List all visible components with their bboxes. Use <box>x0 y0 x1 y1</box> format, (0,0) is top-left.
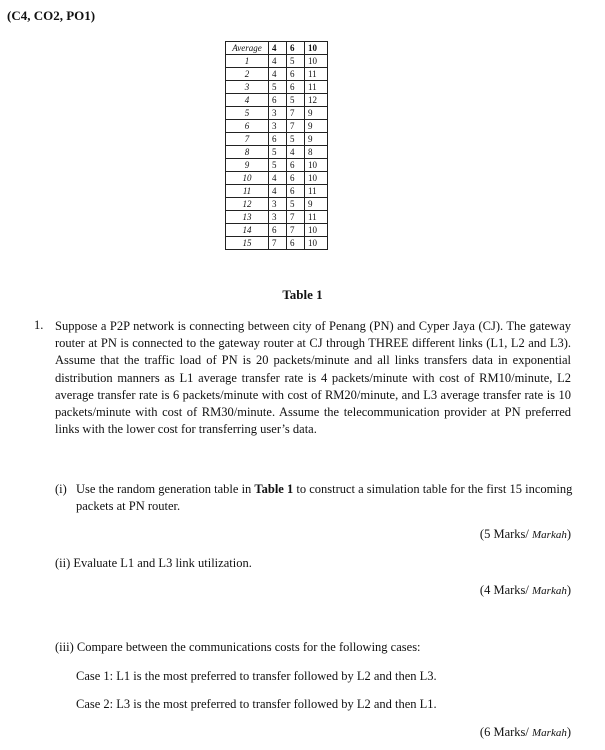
table-cell: 10 <box>305 159 328 172</box>
table-cell: 11 <box>305 81 328 94</box>
table-row <box>226 237 328 250</box>
marks-italic: Markah <box>532 529 567 541</box>
table-row <box>226 185 328 198</box>
table-cell: 2 <box>226 68 269 81</box>
table-cell: 6 <box>287 68 305 81</box>
table-cell: 5 <box>287 133 305 146</box>
table-row <box>226 55 328 68</box>
table-cell: 5 <box>269 81 287 94</box>
table-cell: 5 <box>226 107 269 120</box>
table-cell: 3 <box>269 198 287 211</box>
marks-end: ) <box>566 527 571 541</box>
marks-label: (4 Marks/ <box>479 583 532 597</box>
sub-question-i-bold: Table 1 <box>254 482 294 496</box>
sub-question-ii: (ii) Evaluate L1 and L3 link utilization. <box>55 556 252 570</box>
table-caption: Table 1 <box>282 287 323 302</box>
table-cell: 7 <box>287 120 305 133</box>
sub-question-i <box>55 481 573 515</box>
table-cell: 4 <box>269 55 287 68</box>
table-cell: 14 <box>226 224 269 237</box>
header-cell: Average <box>226 42 269 55</box>
table-cell: 4 <box>287 146 305 159</box>
table-cell: 4 <box>269 172 287 185</box>
table-row <box>226 120 328 133</box>
table-cell: 9 <box>305 133 328 146</box>
table-cell: 10 <box>226 172 269 185</box>
table-cell: 3 <box>269 107 287 120</box>
table-cell: 4 <box>269 185 287 198</box>
table-row <box>226 146 328 159</box>
random-generation-table <box>225 41 328 250</box>
table-row <box>226 81 328 94</box>
table-cell: 3 <box>269 120 287 133</box>
marks-ii <box>480 583 571 598</box>
table-header-row <box>226 42 328 55</box>
header-cell: 4 <box>269 42 287 55</box>
question-text: Suppose a P2P network is connecting between city of Penang (PN) and Cyper Jaya (CJ). The gateway router at PN is connected to the gateway router at CJ through THREE different links (L1, L2 and L3). Assume that the traffic load of PN is 20 packets/minute and all links transfers data in exponential distribution manners as L1 average transfer rate is 4 packets/minute with cost of RM10/minute, L2 average transfer rate is 6 packets/minute with cost of RM20/minute, and L3 average transfer rate is 10 packets/minute with cost of RM30/minute. Assume the telecommunication provider at PN preferred links with the lower cost for transferring user’s data. <box>55 319 571 437</box>
table-cell: 5 <box>287 55 305 68</box>
table-cell: 6 <box>226 120 269 133</box>
marks-end: ) <box>566 725 571 739</box>
table-cell: 9 <box>305 120 328 133</box>
table-cell: 6 <box>269 224 287 237</box>
table-row <box>226 211 328 224</box>
question-number: 1. <box>34 318 44 332</box>
table-cell: 11 <box>305 211 328 224</box>
table-cell: 6 <box>269 94 287 107</box>
table-cell: 1 <box>226 55 269 68</box>
marks-iii <box>480 725 571 740</box>
case-2: Case 2: L3 is the most preferred to transfer followed by L2 and then L1. <box>76 697 437 711</box>
table-cell: 7 <box>287 224 305 237</box>
table-row <box>226 172 328 185</box>
table-cell: 9 <box>226 159 269 172</box>
marks-i <box>480 527 571 542</box>
table-cell: 10 <box>305 224 328 237</box>
table-cell: 10 <box>305 237 328 250</box>
table-cell: 12 <box>226 198 269 211</box>
table-cell: 4 <box>226 94 269 107</box>
table-cell: 10 <box>305 55 328 68</box>
case-1: Case 1: L1 is the most preferred to transfer followed by L2 and then L3. <box>76 669 437 683</box>
header-cell: 6 <box>287 42 305 55</box>
table-cell: 9 <box>305 198 328 211</box>
random-table <box>225 41 328 250</box>
header-cell: 10 <box>305 42 328 55</box>
table-cell: 4 <box>269 68 287 81</box>
sub-question-i-text <box>55 481 573 515</box>
table-row <box>226 159 328 172</box>
table-cell: 9 <box>305 107 328 120</box>
sub-question-number: (i) <box>55 482 67 496</box>
table-cell: 11 <box>226 185 269 198</box>
table-cell: 7 <box>226 133 269 146</box>
sub-question-i-pre: Use the random generation table in <box>76 482 255 496</box>
table-cell: 5 <box>287 94 305 107</box>
table-row <box>226 198 328 211</box>
table-cell: 3 <box>269 211 287 224</box>
table-row <box>226 133 328 146</box>
marks-label: (5 Marks/ <box>479 527 532 541</box>
table-cell: 8 <box>226 146 269 159</box>
table-cell: 6 <box>269 133 287 146</box>
table-cell: 15 <box>226 237 269 250</box>
question-header: (C4, CO2, PO1) <box>7 8 96 23</box>
table-cell: 6 <box>287 159 305 172</box>
table-cell: 11 <box>305 68 328 81</box>
sub-question-iii: (iii) Compare between the communications costs for the following cases: <box>55 640 421 654</box>
table-cell: 6 <box>287 237 305 250</box>
marks-label: (6 Marks/ <box>479 725 532 739</box>
table-row <box>226 224 328 237</box>
table-cell: 6 <box>287 172 305 185</box>
table-cell: 8 <box>305 146 328 159</box>
marks-italic: Markah <box>532 585 567 597</box>
table-cell: 12 <box>305 94 328 107</box>
table-cell: 13 <box>226 211 269 224</box>
table-cell: 7 <box>269 237 287 250</box>
table-cell: 5 <box>287 198 305 211</box>
table-cell: 6 <box>287 81 305 94</box>
table-cell: 7 <box>287 211 305 224</box>
table-cell: 11 <box>305 185 328 198</box>
table-cell: 5 <box>269 159 287 172</box>
marks-italic: Markah <box>532 727 567 739</box>
sub-question-i-post: to construct a simulation table for the first 15 incoming packets at PN router. <box>76 482 573 513</box>
marks-end: ) <box>566 583 571 597</box>
table-row <box>226 107 328 120</box>
table-cell: 5 <box>269 146 287 159</box>
table-cell: 7 <box>287 107 305 120</box>
table-cell: 6 <box>287 185 305 198</box>
table-row <box>226 94 328 107</box>
table-row <box>226 68 328 81</box>
table-cell: 10 <box>305 172 328 185</box>
table-cell: 3 <box>226 81 269 94</box>
